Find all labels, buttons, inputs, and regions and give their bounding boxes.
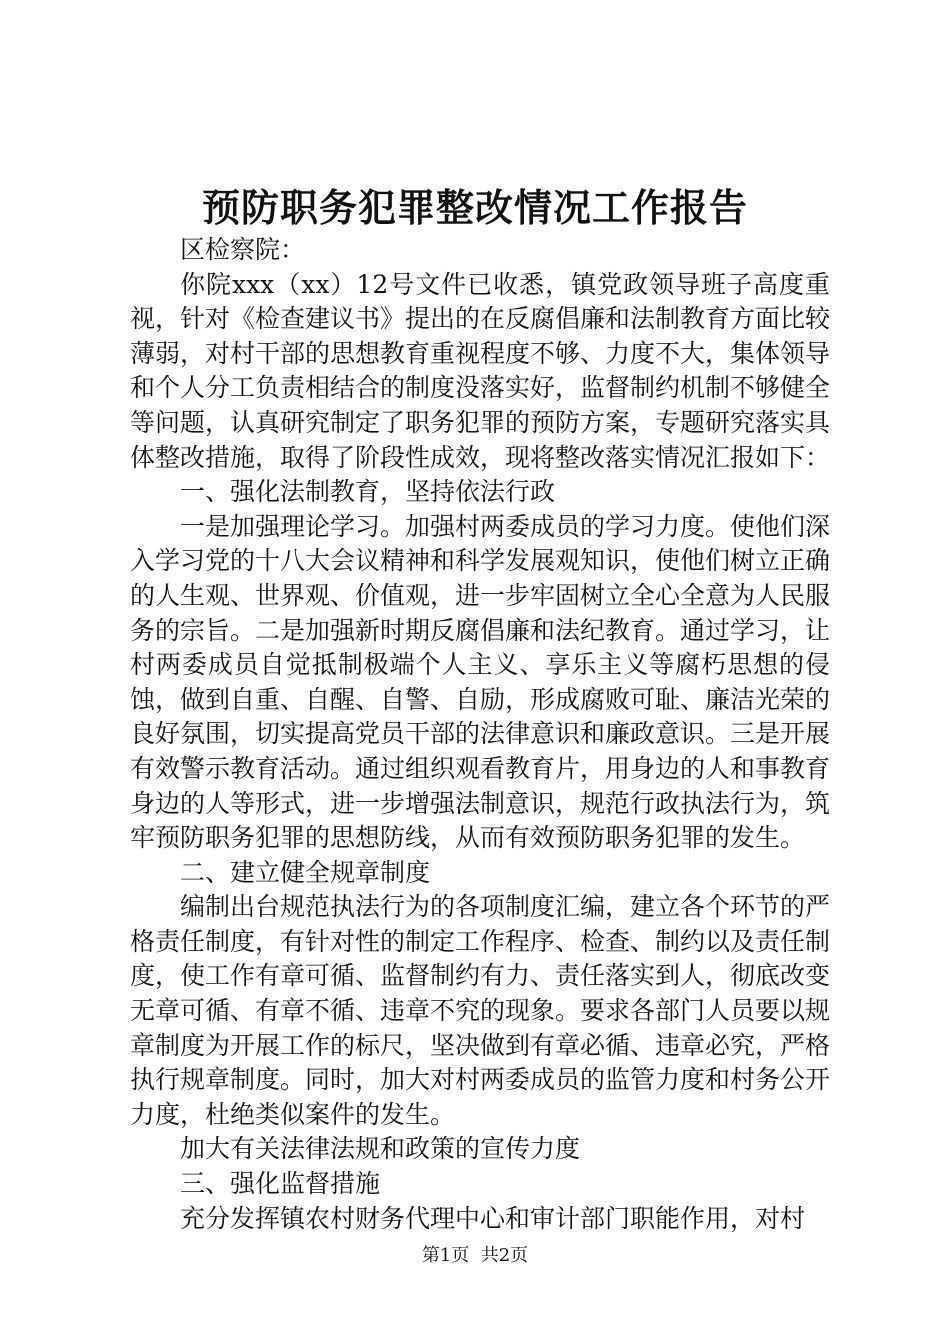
body-paragraph: 编制出台规范执法行为的各项制度汇编，建立各个环节的严格责任制度，有针对性的制定工作程序、检查、制约以及责任制度，使工作有章可循、监督制约有力、责任落实到人，彻底改变无章可循、有章不循、违章不究的现象。要求各部门人员要以规章制度为开展工作的标尺，坚决做到有章必循、违章必究，严格执行规章制度。同时，加大对村两委成员的监管力度和村务公开力度，杜绝类似案件的发生。 xyxy=(130,892,831,1129)
section-heading-3: 三、强化监督措施 xyxy=(180,1169,381,1199)
page-number: 第1页 共2页 xyxy=(421,1245,529,1266)
document-body xyxy=(130,233,830,1236)
section-heading-2: 二、建立健全规章制度 xyxy=(180,857,431,887)
document-title: 预防职务犯罪整改情况工作报告 xyxy=(201,185,748,230)
section-heading-1: 一、强化法制教育，坚持依法行政 xyxy=(180,477,556,507)
body-line: 加大有关法律法规和政策的宣传力度 xyxy=(180,1134,581,1164)
page-footer xyxy=(0,1244,950,1268)
body-paragraph: 充分发挥镇农村财务代理中心和审计部门职能作用，对村 xyxy=(180,1203,806,1233)
intro-paragraph: 你院xxx（xx）12号文件已收悉，镇党政领导班子高度重视，针对《检查建议书》提出的在反腐倡廉和法制教育方面比较薄弱，对村干部的思想教育重视程度不够、力度不大，集体领导和个人分工负责相结合的制度没落实好，监督制约机制不够健全等问题，认真研究制定了职务犯罪的预防方案，专题研究落实具体整改措施，取得了阶段性成效，现将整改落实情况汇报如下： xyxy=(130,269,831,472)
body-paragraph: 一是加强理论学习。加强村两委成员的学习力度。使他们深入学习党的十八大会议精神和科学发展观知识，使他们树立正确的人生观、世界观、价值观，进一步牢固树立全心全意为人民服务的宗旨。二是加强新时期反腐倡廉和法纪教育。通过学习，让村两委成员自觉抵制极端个人主义、享乐主义等腐朽思想的侵蚀，做到自重、自醒、自警、自励，形成腐败可耻、廉洁光荣的良好氛围，切实提高党员干部的法律意识和廉政意识。三是开展有效警示教育活动。通过组织观看教育片，用身边的人和事教育身边的人等形式，进一步增强法制意识，规范行政执法行为，筑牢预防职务犯罪的思想防线，从而有效预防职务犯罪的发生。 xyxy=(130,511,831,853)
salutation: 区检察院： xyxy=(180,235,306,264)
